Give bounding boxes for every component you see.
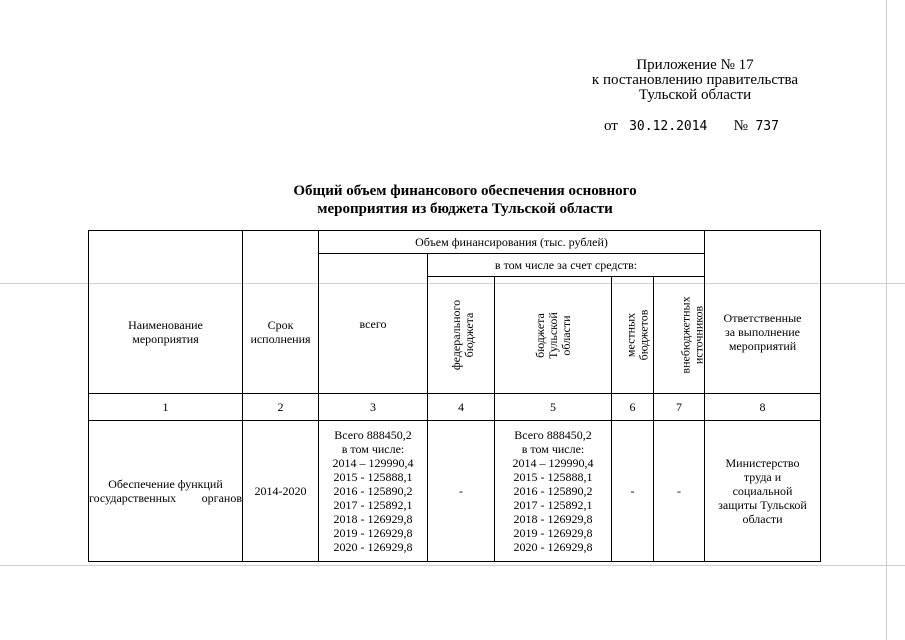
regional-line: Всего 888450,2 (514, 428, 592, 442)
header-name (89, 231, 243, 394)
total-line: 2016 - 125890,2 (333, 484, 413, 498)
header-term (243, 231, 319, 394)
header-federal-line-1: федерального (449, 299, 464, 371)
row-extra: - (654, 421, 705, 562)
regional-line: 2018 - 126929,8 (513, 512, 593, 526)
funding-table (88, 230, 821, 562)
header-regional-line-3: области (558, 314, 573, 356)
regional-line: 2016 - 125890,2 (513, 484, 593, 498)
regional-line: 2014 – 129990,4 (512, 456, 594, 470)
header-term-line-1: Срок (267, 318, 294, 332)
regional-line: 2015 - 125888,1 (513, 470, 593, 484)
column-number: 3 (319, 394, 428, 421)
responsible-line: защиты Тульской (718, 498, 807, 512)
header-federal-line-2: бюджета (462, 312, 477, 358)
header-regional-line-2: Тульской (545, 311, 560, 359)
column-number: 2 (243, 394, 319, 421)
row-local: - (612, 421, 654, 562)
total-line: 2017 - 125892,1 (333, 498, 413, 512)
header-federal (428, 277, 495, 394)
appendix-block (560, 58, 830, 103)
header-local (612, 277, 654, 394)
row-federal: - (428, 421, 495, 562)
title-line-1: Общий объем финансового обеспечения основного (293, 183, 637, 199)
header-local-line-1: местных (623, 312, 638, 358)
row-term: 2014-2020 (243, 421, 319, 562)
header-extra-line-2: источников (691, 305, 706, 365)
table-row (89, 421, 821, 562)
regional-line: в том числе: (521, 442, 585, 456)
total-line: Всего 888450,2 (334, 428, 412, 442)
appendix-number: Приложение № 17 (636, 57, 754, 73)
row-activity-name: Обеспечение функций государственных органов (89, 421, 243, 562)
header-name-line-1: Наименование (128, 318, 203, 332)
appendix-region: Тульской области (638, 87, 752, 103)
column-number: 6 (612, 394, 654, 421)
column-number: 1 (89, 394, 243, 421)
header-regional (495, 277, 612, 394)
total-line: 2014 – 129990,4 (332, 456, 414, 470)
header-responsible (705, 231, 821, 394)
regional-line: 2019 - 126929,8 (513, 526, 593, 540)
responsible-line: области (742, 512, 783, 526)
total-line: 2020 - 126929,8 (333, 540, 413, 554)
document-title (240, 182, 690, 218)
row-responsible (705, 421, 821, 562)
header-regional-line-1: бюджета (532, 312, 547, 358)
decree-number-label: № (733, 118, 748, 134)
total-line: 2019 - 126929,8 (333, 526, 413, 540)
column-number: 7 (654, 394, 705, 421)
column-number: 8 (705, 394, 821, 421)
total-line: в том числе: (341, 442, 405, 456)
column-number: 4 (428, 394, 495, 421)
header-responsible-line-2: за выполнение (725, 325, 800, 339)
responsible-line: социальной (732, 484, 793, 498)
responsible-line: труда и (743, 470, 782, 484)
header-extra-line-1: внебюджетных (678, 296, 693, 374)
header-total: всего (319, 254, 428, 394)
scan-artifact-line (0, 565, 905, 566)
header-local-line-2: бюджетов (636, 309, 651, 361)
responsible-line: Министерство (725, 456, 800, 470)
appendix-ref: к постановлению правительства (591, 72, 799, 88)
row-regional-amounts (495, 421, 612, 562)
total-line: 2015 - 125888,1 (333, 470, 413, 484)
header-name-line-2: мероприятия (132, 332, 199, 346)
total-line: 2018 - 126929,8 (333, 512, 413, 526)
header-including-sources: в том числе за счет средств: (428, 254, 705, 277)
title-line-2: мероприятия из бюджета Тульской области (317, 201, 613, 217)
header-row-1 (89, 231, 821, 254)
decree-number: 737 (755, 119, 779, 134)
regional-line: 2020 - 126929,8 (513, 540, 593, 554)
scan-artifact-line (886, 0, 887, 640)
decree-date: 30.12.2014 (629, 119, 708, 134)
header-term-line-2: исполнения (250, 332, 311, 346)
header-responsible-line-3: мероприятий (728, 339, 797, 353)
column-number-row (89, 394, 821, 421)
header-responsible-line-1: Ответственные (723, 311, 802, 325)
decree-from-label: от (604, 118, 618, 134)
header-extra (654, 277, 705, 394)
row-total-amounts (319, 421, 428, 562)
regional-line: 2017 - 125892,1 (513, 498, 593, 512)
header-funding-volume: Объем финансирования (тыс. рублей) (319, 231, 705, 254)
decree-line (604, 118, 779, 135)
column-number: 5 (495, 394, 612, 421)
